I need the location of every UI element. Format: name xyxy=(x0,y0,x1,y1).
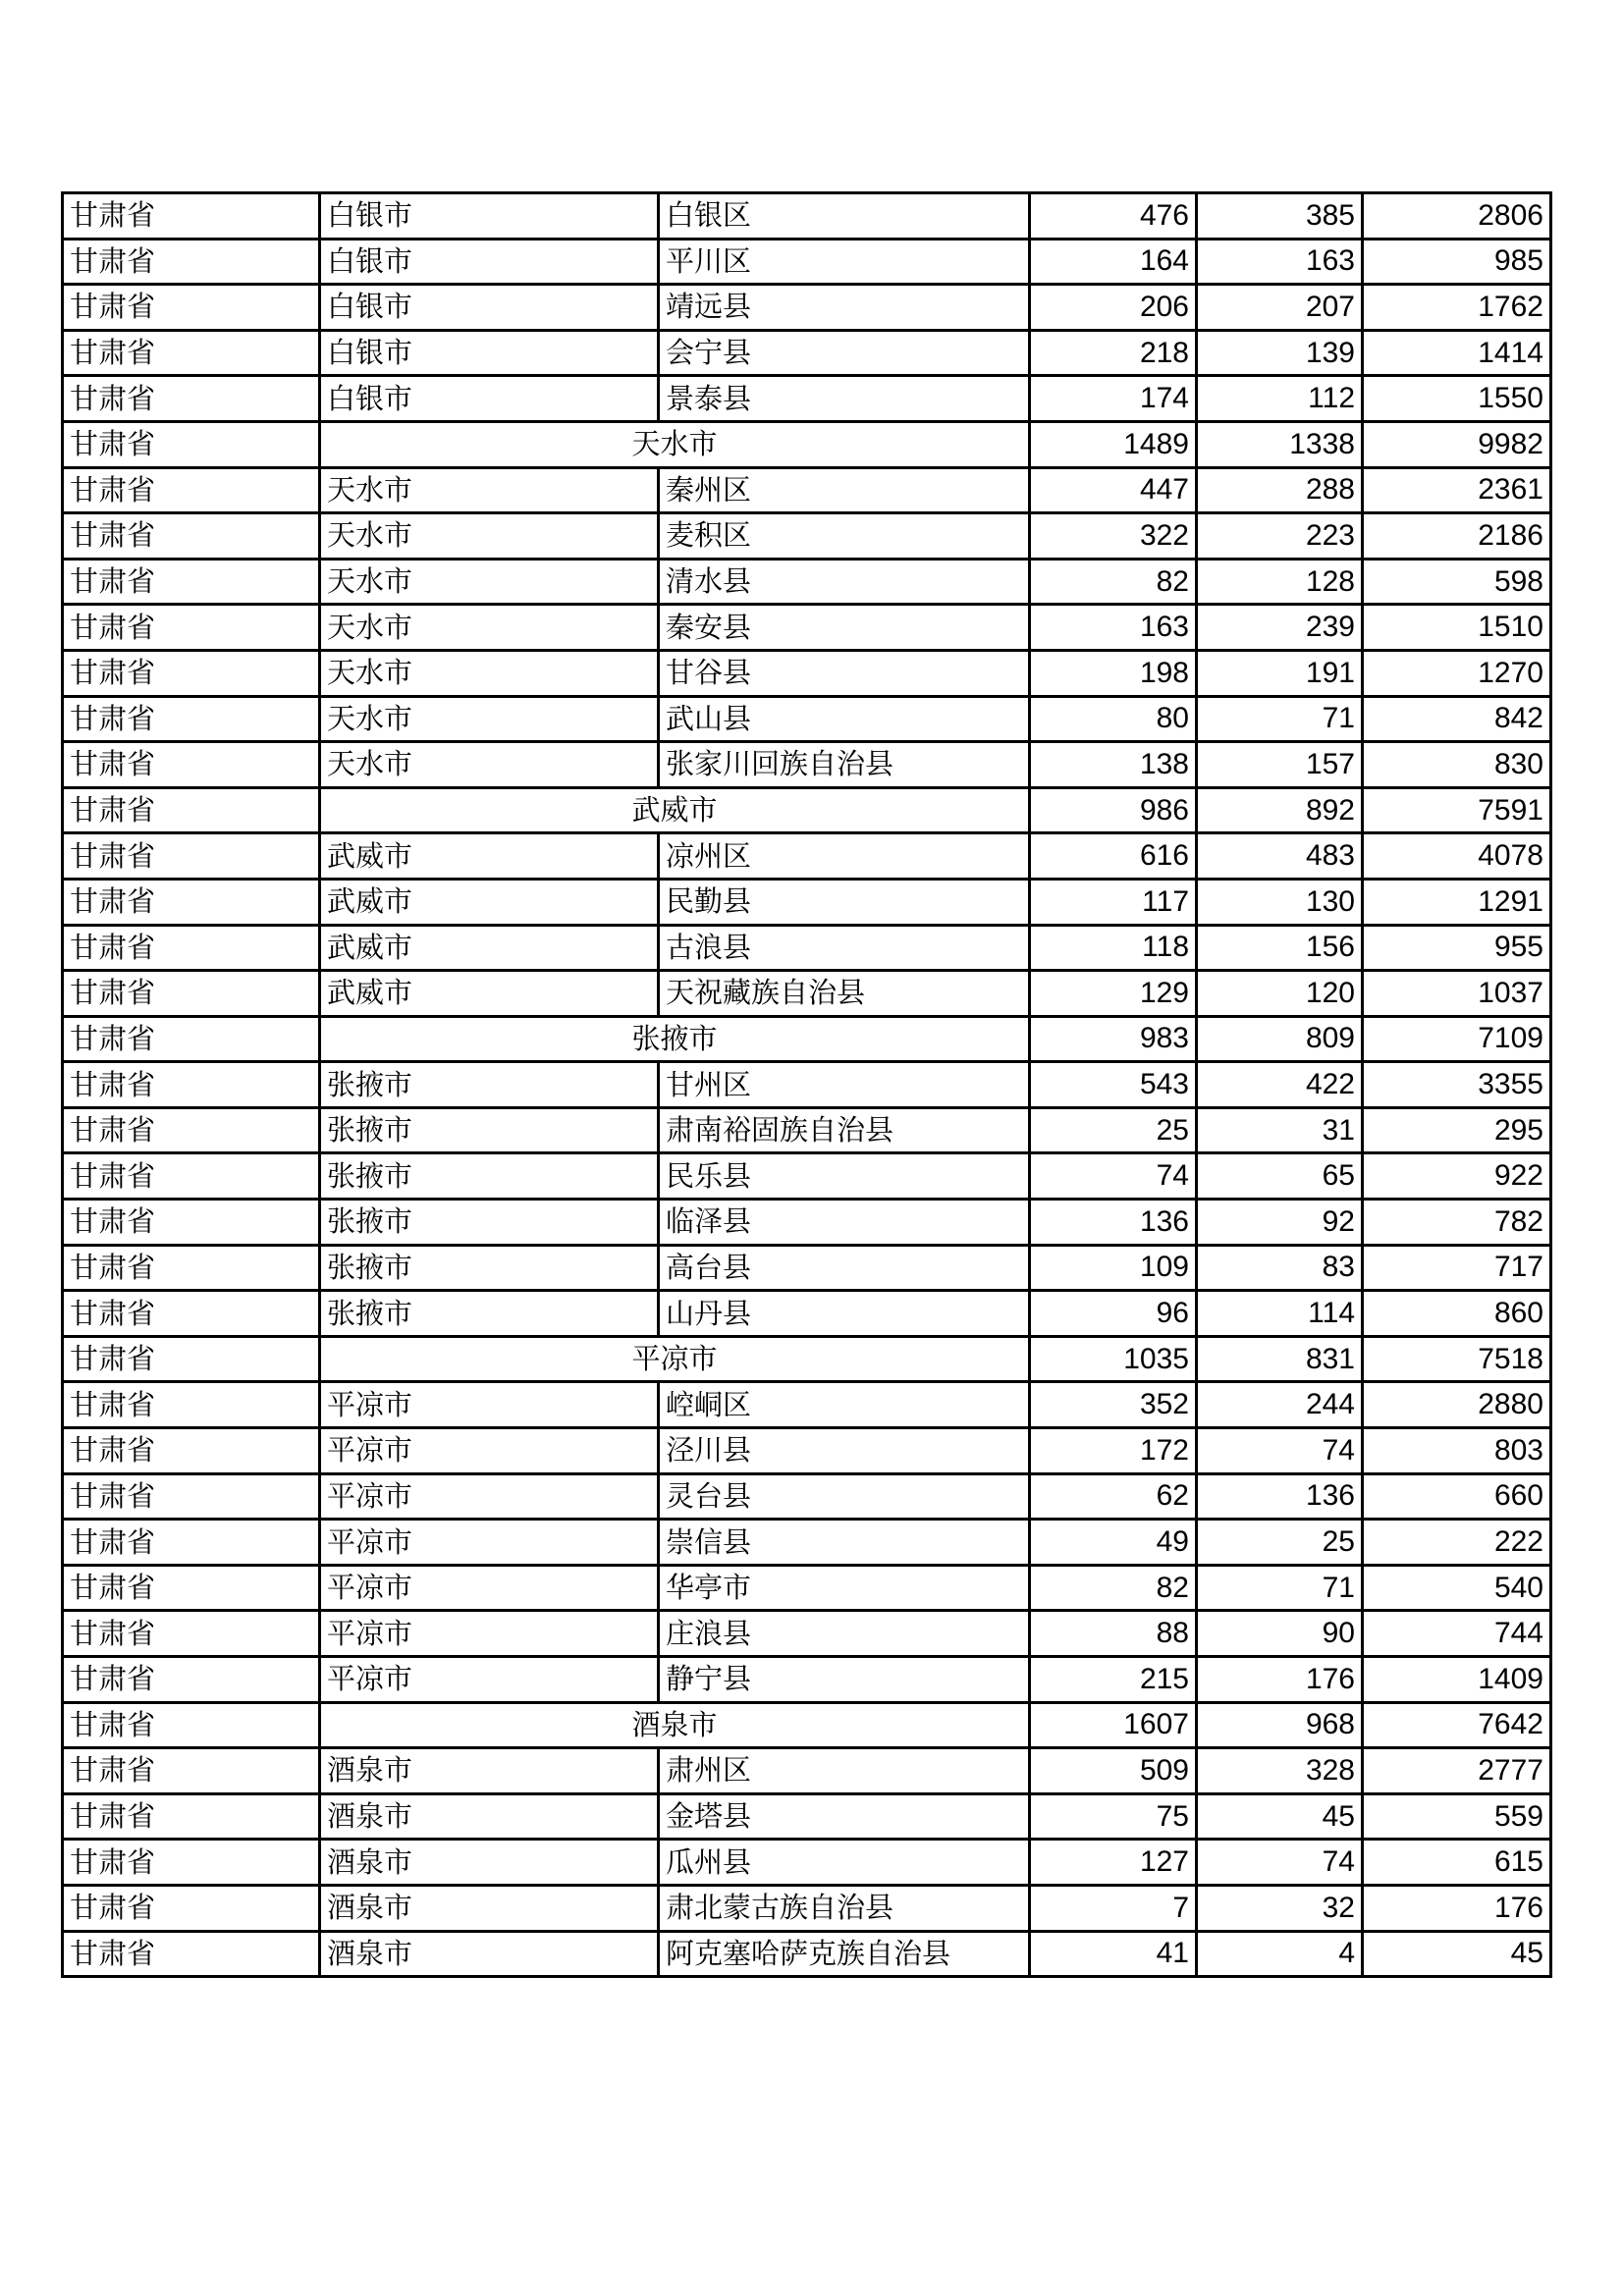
province-cell: 甘肃省 xyxy=(63,650,320,696)
table-row xyxy=(63,1382,1551,1428)
value-cell-3: 860 xyxy=(1363,1291,1551,1337)
value-cell-3: 2806 xyxy=(1363,193,1551,240)
county-cell: 秦州区 xyxy=(659,467,1030,513)
city-cell: 张掖市 xyxy=(320,1153,659,1200)
province-cell: 甘肃省 xyxy=(63,925,320,971)
value-cell-1: 352 xyxy=(1030,1382,1197,1428)
value-cell-2: 1338 xyxy=(1197,421,1363,467)
county-cell: 阿克塞哈萨克族自治县 xyxy=(659,1931,1030,1977)
value-cell-2: 25 xyxy=(1197,1520,1363,1566)
county-cell: 平川区 xyxy=(659,239,1030,285)
value-cell-2: 71 xyxy=(1197,696,1363,742)
value-cell-3: 1414 xyxy=(1363,330,1551,376)
city-cell: 酒泉市 xyxy=(320,1748,659,1794)
value-cell-2: 809 xyxy=(1197,1016,1363,1062)
value-cell-3: 7591 xyxy=(1363,787,1551,833)
city-cell: 张掖市 xyxy=(320,1107,659,1153)
table-row xyxy=(63,1565,1551,1611)
table-row xyxy=(63,376,1551,422)
city-subtotal-cell: 平凉市 xyxy=(320,1336,1030,1382)
value-cell-1: 88 xyxy=(1030,1611,1197,1657)
table-row xyxy=(63,1657,1551,1703)
city-cell: 酒泉市 xyxy=(320,1931,659,1977)
province-cell: 甘肃省 xyxy=(63,1611,320,1657)
county-cell: 凉州区 xyxy=(659,833,1030,880)
value-cell-1: 206 xyxy=(1030,285,1197,331)
table-row xyxy=(63,1840,1551,1886)
table-row xyxy=(63,1931,1551,1977)
city-cell: 白银市 xyxy=(320,285,659,331)
value-cell-3: 3355 xyxy=(1363,1062,1551,1108)
county-cell: 景泰县 xyxy=(659,376,1030,422)
city-cell: 平凉市 xyxy=(320,1473,659,1520)
city-cell: 武威市 xyxy=(320,971,659,1017)
value-cell-2: 163 xyxy=(1197,239,1363,285)
value-cell-1: 7 xyxy=(1030,1885,1197,1931)
province-cell: 甘肃省 xyxy=(63,742,320,788)
value-cell-2: 83 xyxy=(1197,1245,1363,1291)
city-subtotal-row xyxy=(63,1702,1551,1748)
table-row xyxy=(63,1885,1551,1931)
table-row xyxy=(63,193,1551,240)
city-cell: 平凉市 xyxy=(320,1657,659,1703)
value-cell-3: 830 xyxy=(1363,742,1551,788)
province-cell: 甘肃省 xyxy=(63,1153,320,1200)
value-cell-3: 1510 xyxy=(1363,605,1551,651)
province-cell: 甘肃省 xyxy=(63,696,320,742)
province-cell: 甘肃省 xyxy=(63,971,320,1017)
value-cell-2: 120 xyxy=(1197,971,1363,1017)
value-cell-3: 540 xyxy=(1363,1565,1551,1611)
value-cell-2: 191 xyxy=(1197,650,1363,696)
city-cell: 天水市 xyxy=(320,513,659,560)
county-cell: 肃北蒙古族自治县 xyxy=(659,1885,1030,1931)
county-cell: 静宁县 xyxy=(659,1657,1030,1703)
table-row xyxy=(63,559,1551,605)
value-cell-3: 45 xyxy=(1363,1931,1551,1977)
value-cell-2: 90 xyxy=(1197,1611,1363,1657)
data-table xyxy=(61,191,1552,1978)
province-cell: 甘肃省 xyxy=(63,1520,320,1566)
province-cell: 甘肃省 xyxy=(63,559,320,605)
value-cell-3: 598 xyxy=(1363,559,1551,605)
county-cell: 会宁县 xyxy=(659,330,1030,376)
county-cell: 金塔县 xyxy=(659,1793,1030,1840)
city-subtotal-row xyxy=(63,1016,1551,1062)
table-row xyxy=(63,1520,1551,1566)
city-cell: 酒泉市 xyxy=(320,1793,659,1840)
value-cell-3: 782 xyxy=(1363,1200,1551,1246)
city-cell: 平凉市 xyxy=(320,1565,659,1611)
value-cell-1: 75 xyxy=(1030,1793,1197,1840)
province-cell: 甘肃省 xyxy=(63,1336,320,1382)
value-cell-2: 892 xyxy=(1197,787,1363,833)
value-cell-3: 7518 xyxy=(1363,1336,1551,1382)
value-cell-1: 163 xyxy=(1030,605,1197,651)
province-cell: 甘肃省 xyxy=(63,1793,320,1840)
province-cell: 甘肃省 xyxy=(63,833,320,880)
table-row xyxy=(63,1291,1551,1337)
city-subtotal-row xyxy=(63,421,1551,467)
county-cell: 秦安县 xyxy=(659,605,1030,651)
city-cell: 酒泉市 xyxy=(320,1885,659,1931)
county-cell: 灵台县 xyxy=(659,1473,1030,1520)
county-cell: 庄浪县 xyxy=(659,1611,1030,1657)
county-cell: 高台县 xyxy=(659,1245,1030,1291)
value-cell-1: 983 xyxy=(1030,1016,1197,1062)
table-row xyxy=(63,1793,1551,1840)
value-cell-2: 74 xyxy=(1197,1840,1363,1886)
city-cell: 天水市 xyxy=(320,696,659,742)
value-cell-3: 922 xyxy=(1363,1153,1551,1200)
table-row xyxy=(63,1153,1551,1200)
value-cell-1: 136 xyxy=(1030,1200,1197,1246)
table-row xyxy=(63,742,1551,788)
value-cell-3: 744 xyxy=(1363,1611,1551,1657)
province-cell: 甘肃省 xyxy=(63,421,320,467)
city-subtotal-cell: 张掖市 xyxy=(320,1016,1030,1062)
city-cell: 平凉市 xyxy=(320,1611,659,1657)
value-cell-2: 4 xyxy=(1197,1931,1363,1977)
value-cell-1: 172 xyxy=(1030,1428,1197,1474)
province-cell: 甘肃省 xyxy=(63,1062,320,1108)
city-cell: 张掖市 xyxy=(320,1291,659,1337)
value-cell-2: 968 xyxy=(1197,1702,1363,1748)
value-cell-1: 25 xyxy=(1030,1107,1197,1153)
value-cell-3: 1270 xyxy=(1363,650,1551,696)
county-cell: 靖远县 xyxy=(659,285,1030,331)
province-cell: 甘肃省 xyxy=(63,1245,320,1291)
value-cell-3: 7109 xyxy=(1363,1016,1551,1062)
value-cell-1: 986 xyxy=(1030,787,1197,833)
province-cell: 甘肃省 xyxy=(63,605,320,651)
value-cell-2: 244 xyxy=(1197,1382,1363,1428)
value-cell-1: 447 xyxy=(1030,467,1197,513)
province-cell: 甘肃省 xyxy=(63,285,320,331)
value-cell-3: 842 xyxy=(1363,696,1551,742)
value-cell-2: 483 xyxy=(1197,833,1363,880)
province-cell: 甘肃省 xyxy=(63,879,320,925)
value-cell-1: 1035 xyxy=(1030,1336,1197,1382)
province-cell: 甘肃省 xyxy=(63,1931,320,1977)
province-cell: 甘肃省 xyxy=(63,1016,320,1062)
value-cell-2: 139 xyxy=(1197,330,1363,376)
county-cell: 瓜州县 xyxy=(659,1840,1030,1886)
province-cell: 甘肃省 xyxy=(63,1428,320,1474)
province-cell: 甘肃省 xyxy=(63,467,320,513)
table-row xyxy=(63,605,1551,651)
city-cell: 武威市 xyxy=(320,879,659,925)
value-cell-3: 559 xyxy=(1363,1793,1551,1840)
value-cell-1: 109 xyxy=(1030,1245,1197,1291)
value-cell-1: 174 xyxy=(1030,376,1197,422)
table-row xyxy=(63,1611,1551,1657)
value-cell-1: 164 xyxy=(1030,239,1197,285)
table-row xyxy=(63,971,1551,1017)
city-cell: 天水市 xyxy=(320,467,659,513)
value-cell-3: 955 xyxy=(1363,925,1551,971)
value-cell-3: 2880 xyxy=(1363,1382,1551,1428)
city-cell: 白银市 xyxy=(320,193,659,240)
value-cell-2: 130 xyxy=(1197,879,1363,925)
value-cell-1: 543 xyxy=(1030,1062,1197,1108)
value-cell-3: 803 xyxy=(1363,1428,1551,1474)
value-cell-3: 1550 xyxy=(1363,376,1551,422)
county-cell: 甘州区 xyxy=(659,1062,1030,1108)
province-cell: 甘肃省 xyxy=(63,239,320,285)
value-cell-3: 222 xyxy=(1363,1520,1551,1566)
table-row xyxy=(63,879,1551,925)
table-row xyxy=(63,467,1551,513)
province-cell: 甘肃省 xyxy=(63,1748,320,1794)
value-cell-1: 96 xyxy=(1030,1291,1197,1337)
city-subtotal-cell: 武威市 xyxy=(320,787,1030,833)
table-row xyxy=(63,833,1551,880)
value-cell-1: 82 xyxy=(1030,559,1197,605)
city-cell: 酒泉市 xyxy=(320,1840,659,1886)
province-cell: 甘肃省 xyxy=(63,1702,320,1748)
province-cell: 甘肃省 xyxy=(63,1382,320,1428)
table-row xyxy=(63,1062,1551,1108)
value-cell-2: 831 xyxy=(1197,1336,1363,1382)
city-cell: 张掖市 xyxy=(320,1245,659,1291)
value-cell-2: 207 xyxy=(1197,285,1363,331)
province-cell: 甘肃省 xyxy=(63,193,320,240)
county-cell: 泾川县 xyxy=(659,1428,1030,1474)
value-cell-1: 80 xyxy=(1030,696,1197,742)
county-cell: 华亭市 xyxy=(659,1565,1030,1611)
table-row xyxy=(63,650,1551,696)
value-cell-2: 114 xyxy=(1197,1291,1363,1337)
value-cell-1: 74 xyxy=(1030,1153,1197,1200)
value-cell-2: 288 xyxy=(1197,467,1363,513)
city-cell: 张掖市 xyxy=(320,1200,659,1246)
county-cell: 崆峒区 xyxy=(659,1382,1030,1428)
value-cell-3: 1762 xyxy=(1363,285,1551,331)
value-cell-1: 118 xyxy=(1030,925,1197,971)
city-subtotal-row xyxy=(63,1336,1551,1382)
value-cell-2: 65 xyxy=(1197,1153,1363,1200)
value-cell-1: 117 xyxy=(1030,879,1197,925)
value-cell-3: 985 xyxy=(1363,239,1551,285)
value-cell-2: 223 xyxy=(1197,513,1363,560)
value-cell-3: 1291 xyxy=(1363,879,1551,925)
value-cell-2: 74 xyxy=(1197,1428,1363,1474)
value-cell-2: 128 xyxy=(1197,559,1363,605)
province-cell: 甘肃省 xyxy=(63,330,320,376)
value-cell-3: 615 xyxy=(1363,1840,1551,1886)
table-row xyxy=(63,696,1551,742)
table-row xyxy=(63,285,1551,331)
value-cell-2: 176 xyxy=(1197,1657,1363,1703)
value-cell-1: 62 xyxy=(1030,1473,1197,1520)
value-cell-2: 136 xyxy=(1197,1473,1363,1520)
value-cell-3: 660 xyxy=(1363,1473,1551,1520)
value-cell-3: 9982 xyxy=(1363,421,1551,467)
county-cell: 白银区 xyxy=(659,193,1030,240)
table-row xyxy=(63,925,1551,971)
value-cell-3: 2361 xyxy=(1363,467,1551,513)
table-row xyxy=(63,1107,1551,1153)
province-cell: 甘肃省 xyxy=(63,1107,320,1153)
value-cell-2: 32 xyxy=(1197,1885,1363,1931)
value-cell-2: 112 xyxy=(1197,376,1363,422)
county-cell: 古浪县 xyxy=(659,925,1030,971)
value-cell-2: 328 xyxy=(1197,1748,1363,1794)
city-cell: 白银市 xyxy=(320,376,659,422)
value-cell-1: 127 xyxy=(1030,1840,1197,1886)
city-cell: 平凉市 xyxy=(320,1428,659,1474)
value-cell-2: 45 xyxy=(1197,1793,1363,1840)
table-row xyxy=(63,1428,1551,1474)
county-cell: 天祝藏族自治县 xyxy=(659,971,1030,1017)
table-row xyxy=(63,1245,1551,1291)
province-cell: 甘肃省 xyxy=(63,1657,320,1703)
province-cell: 甘肃省 xyxy=(63,787,320,833)
value-cell-2: 92 xyxy=(1197,1200,1363,1246)
city-cell: 张掖市 xyxy=(320,1062,659,1108)
county-cell: 肃州区 xyxy=(659,1748,1030,1794)
table-row xyxy=(63,513,1551,560)
city-cell: 平凉市 xyxy=(320,1520,659,1566)
county-cell: 民勤县 xyxy=(659,879,1030,925)
value-cell-1: 218 xyxy=(1030,330,1197,376)
value-cell-1: 322 xyxy=(1030,513,1197,560)
value-cell-1: 129 xyxy=(1030,971,1197,1017)
value-cell-2: 156 xyxy=(1197,925,1363,971)
county-cell: 武山县 xyxy=(659,696,1030,742)
county-cell: 张家川回族自治县 xyxy=(659,742,1030,788)
value-cell-1: 1489 xyxy=(1030,421,1197,467)
city-cell: 天水市 xyxy=(320,559,659,605)
value-cell-2: 31 xyxy=(1197,1107,1363,1153)
table-row xyxy=(63,1748,1551,1794)
city-cell: 天水市 xyxy=(320,742,659,788)
province-cell: 甘肃省 xyxy=(63,1565,320,1611)
value-cell-1: 509 xyxy=(1030,1748,1197,1794)
value-cell-3: 1409 xyxy=(1363,1657,1551,1703)
value-cell-1: 82 xyxy=(1030,1565,1197,1611)
county-cell: 肃南裕固族自治县 xyxy=(659,1107,1030,1153)
county-cell: 崇信县 xyxy=(659,1520,1030,1566)
province-cell: 甘肃省 xyxy=(63,376,320,422)
city-cell: 平凉市 xyxy=(320,1382,659,1428)
province-cell: 甘肃省 xyxy=(63,1291,320,1337)
county-cell: 麦积区 xyxy=(659,513,1030,560)
value-cell-2: 71 xyxy=(1197,1565,1363,1611)
value-cell-3: 2186 xyxy=(1363,513,1551,560)
value-cell-1: 138 xyxy=(1030,742,1197,788)
province-cell: 甘肃省 xyxy=(63,1885,320,1931)
value-cell-3: 2777 xyxy=(1363,1748,1551,1794)
province-cell: 甘肃省 xyxy=(63,1473,320,1520)
county-cell: 民乐县 xyxy=(659,1153,1030,1200)
province-cell: 甘肃省 xyxy=(63,513,320,560)
county-cell: 清水县 xyxy=(659,559,1030,605)
value-cell-2: 157 xyxy=(1197,742,1363,788)
table-row xyxy=(63,330,1551,376)
value-cell-3: 176 xyxy=(1363,1885,1551,1931)
county-cell: 山丹县 xyxy=(659,1291,1030,1337)
city-cell: 武威市 xyxy=(320,925,659,971)
city-subtotal-row xyxy=(63,787,1551,833)
value-cell-1: 49 xyxy=(1030,1520,1197,1566)
county-cell: 甘谷县 xyxy=(659,650,1030,696)
value-cell-3: 7642 xyxy=(1363,1702,1551,1748)
city-cell: 天水市 xyxy=(320,650,659,696)
table-row xyxy=(63,239,1551,285)
table-row xyxy=(63,1200,1551,1246)
value-cell-1: 616 xyxy=(1030,833,1197,880)
value-cell-2: 385 xyxy=(1197,193,1363,240)
value-cell-3: 295 xyxy=(1363,1107,1551,1153)
province-cell: 甘肃省 xyxy=(63,1840,320,1886)
province-cell: 甘肃省 xyxy=(63,1200,320,1246)
city-cell: 白银市 xyxy=(320,330,659,376)
table-body xyxy=(63,193,1551,1977)
value-cell-2: 422 xyxy=(1197,1062,1363,1108)
value-cell-1: 1607 xyxy=(1030,1702,1197,1748)
value-cell-1: 215 xyxy=(1030,1657,1197,1703)
city-cell: 武威市 xyxy=(320,833,659,880)
city-cell: 白银市 xyxy=(320,239,659,285)
city-subtotal-cell: 天水市 xyxy=(320,421,1030,467)
value-cell-3: 717 xyxy=(1363,1245,1551,1291)
value-cell-1: 198 xyxy=(1030,650,1197,696)
table-row xyxy=(63,1473,1551,1520)
value-cell-1: 41 xyxy=(1030,1931,1197,1977)
city-cell: 天水市 xyxy=(320,605,659,651)
county-cell: 临泽县 xyxy=(659,1200,1030,1246)
value-cell-3: 1037 xyxy=(1363,971,1551,1017)
value-cell-3: 4078 xyxy=(1363,833,1551,880)
value-cell-2: 239 xyxy=(1197,605,1363,651)
value-cell-1: 476 xyxy=(1030,193,1197,240)
city-subtotal-cell: 酒泉市 xyxy=(320,1702,1030,1748)
